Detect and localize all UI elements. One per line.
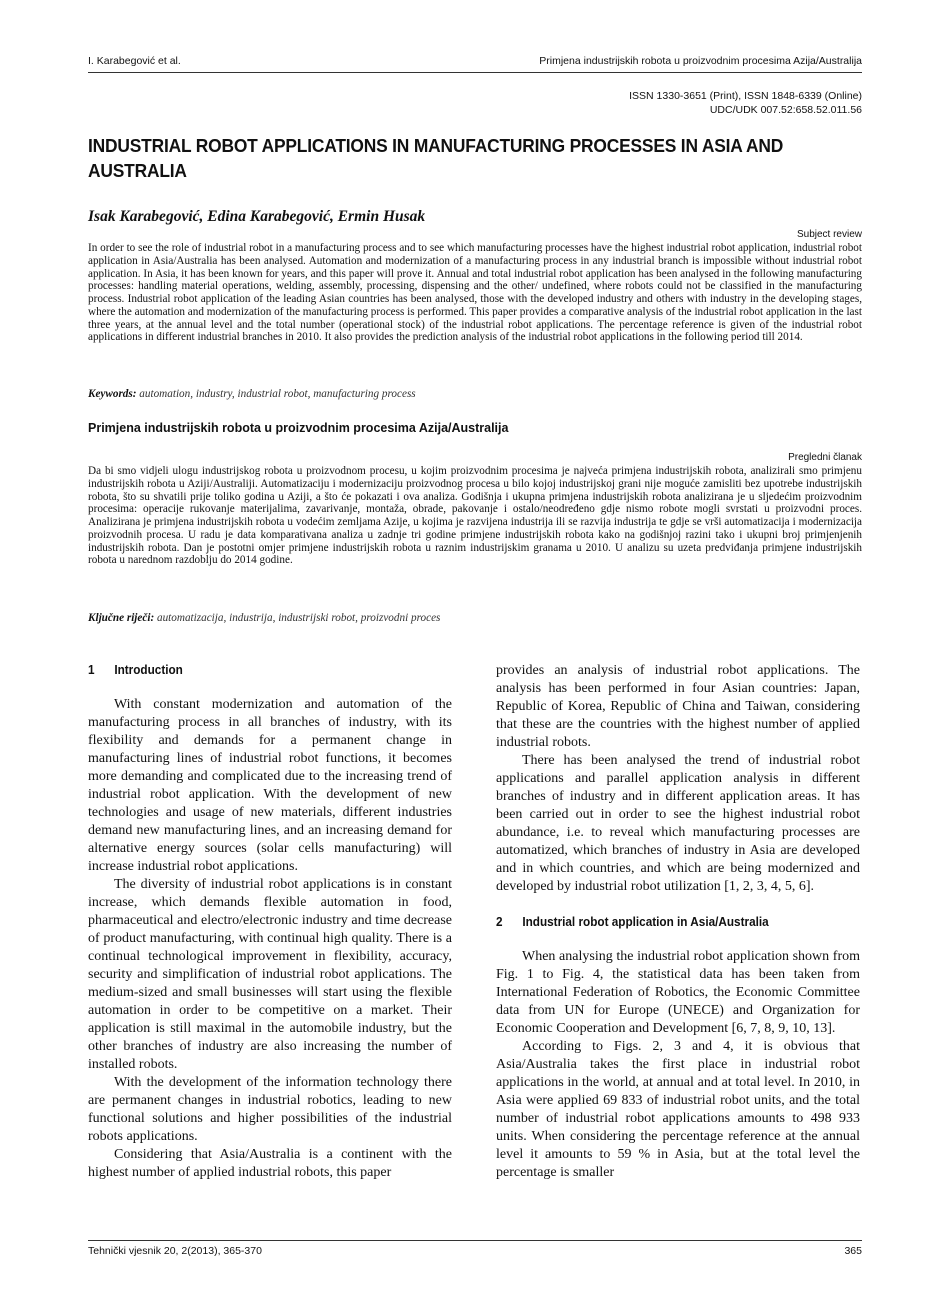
journal-citation: Tehnički vjesnik 20, 2(2013), 365-370 <box>88 1245 262 1257</box>
udc-line: UDC/UDK 007.52:658.52.011.56 <box>709 104 862 116</box>
paragraph: provides an analysis of industrial robot applications. The analysis has been performed in four Asian countries: Japan, Republic of Korea, Republic of China and Taiwan, considering that these are the countries with the highest number of applied industrial robots. <box>496 663 860 750</box>
right-column <box>496 662 860 1182</box>
croatian-title: Primjena industrijskih robota u proizvodnim procesima Azija/Australija <box>88 421 509 435</box>
keywords-list-hr: automatizacija, industrija, industrijski robot, proizvodni proces <box>156 612 441 624</box>
running-head <box>88 54 862 68</box>
keywords-label-hr: Ključne riječi: <box>88 612 155 624</box>
paragraph: With the development of the information technology there are permanent changes in industrial robotics, leading to new functional solutions and higher possibilities of the industrial robots applications. <box>88 1075 452 1144</box>
authors: Isak Karabegović, Edina Karabegović, Ermin Husak <box>88 208 426 225</box>
header-divider <box>88 72 862 73</box>
abstract-en: In order to see the role of industrial robot in a manufacturing process and to see which manufacturing processes have the highest industrial robot application, industrial robot application in Asia/Australia has been analysed. Automation and modernization of a manufacturing process in any industrial branch is impossible without industrial robot application. In Asia, it has been known for years, and this paper will prove it. Annual and total industrial robot application has been analysed in the following manufacturing processes: handling material operations, welding, assembly, processing, dispensing and the other/ undefined, where robots could not be classified in the manufacturing process. Industrial robot application of the leading Asian countries has been analysed, those with the developed industry and others with industry in the developing stages, where the automation and modernization of the manufacturing process is performed. This paper provides a comparative analysis of the industrial robot application in the last three years, at the annual level and the total number (operational stock) of the industrial robot applications. The percentage reference is given of the industrial robot applications in different industrial branches in 2010. It also provides the prediction analysis of the industrial robot applications in the following period till 2014. <box>88 242 862 344</box>
keywords-hr <box>88 612 862 625</box>
article-type-hr: Pregledni članak <box>788 452 862 463</box>
section-title: Introduction <box>114 663 183 677</box>
issn-line: ISSN 1330-3651 (Print), ISSN 1848-6339 (Online) <box>629 90 862 102</box>
abstract-hr: Da bi smo vidjeli ulogu industrijskog robota u proizvodnom procesu, u kojim proizvodnim procesima je najveća primjena industrijskih robota, analizirali smo primjenu industrijskih robota u Aziji/Australiji. Automatizaciju i modernizaciju proizvodnog procesa u bilo kojoj industrijskoj grani nije moguće zamisliti bez upotrebe industrijskih robota, što su shvatili prije toliko godina u Aziji, a što će pokazati i ova analiza. Godišnja i ukupna primjena industrijskih robota analizirana je u sljedećim proizvodnim procesima: operacije rukovanje materijalima, zavarivanje, montaža, obrade, pakovanje i ostalo/neodređeno gdje nismo robote mogli svrstati u proizvodni proces. Analizirana je primjena industrijskih robota u vodećim zemljama Azije, u kojima je razvijena industrija ili se razvija industrija te gdje se vrši automatizacija i modernizacija proizvodnih procesa. U radu je data komparativana analiza u zadnje tri godine primjene industrijskih robota kako na godišnjoj razini tako i ukupni broj primjenjenih industrijskih robota. Dan je postotni omjer primjene industrijskih robota u raznim industrijskim granama u 2010. U analizu su uzeta predviđanja primjene industrijskih robota u narednom razdoblju do 2014 godine. <box>88 465 862 567</box>
article-type-en: Subject review <box>796 229 862 240</box>
keywords-list: automation, industry, industrial robot, manufacturing process <box>139 388 416 400</box>
page-footer <box>88 1244 862 1258</box>
section-heading-introduction <box>88 662 430 678</box>
left-column <box>88 662 452 1182</box>
running-head-authors: I. Karabegović et al. <box>88 55 181 67</box>
keywords-en <box>88 388 862 401</box>
paragraph: The diversity of industrial robot applications is in constant increase, which demands flexible automation in food, pharmaceutical and electro/electronic industry and time decrease of product manufacturing, with continual high quality. There is a continual technological improvement in flexibility, accuracy, security and simplification of industrial robot applications. The medium-sized and small businesses will start using the flexible automation in order to be competitive on a market. Their application is still maximal in the automobile industry, but the other branches of industry are also increasing the number of installed robots. <box>88 877 452 1072</box>
section-heading-asia-australia <box>496 914 838 930</box>
paragraph: When analysing the industrial robot application shown from Fig. 1 to Fig. 4, the statistical data has been taken from International Federation of Robotics, the Economic Committee data from UN for Europe (UNECE) and Organization for Economic Cooperation and Development [6, 7, 8, 9, 10, 13]. <box>496 949 860 1036</box>
page-number: 365 <box>844 1245 862 1257</box>
paragraph: There has been analysed the trend of industrial robot applications and parallel application analysis in different branches of industry and in different application areas. It has been carried out in order to see the highest industrial robot abundance, i.e. to reveal which manufacturing processes are automatized, which branches of industry in Asia are developed and in which countries, and which are being modernized and developed by industrial robot utilization [1, 2, 3, 4, 5, 6]. <box>496 753 860 894</box>
section-title: Industrial robot application in Asia/Australia <box>522 915 769 929</box>
paper-title: INDUSTRIAL ROBOT APPLICATIONS IN MANUFACTURING PROCESSES IN ASIA AND AUSTRALIA <box>88 135 784 181</box>
paragraph: With constant modernization and automation of the manufacturing process in all branches of industry, with its flexibility and demands for a permanent change in manufacturing lines of industrial robot functions, it becomes more demanding and complicated due to the increasing trend of industrial robot application. With the development of new technologies and usage of new materials, different industries demand new manufacturing lines, and an increasing demand for alternative energy sources (solar cells manufacturing) will increase industrial robot applications. <box>88 697 452 874</box>
footer-divider <box>88 1240 862 1241</box>
paragraph: Considering that Asia/Australia is a continent with the highest number of applied industrial robots, this paper <box>88 1147 452 1180</box>
running-head-title: Primjena industrijskih robota u proizvodnim procesima Azija/Australija <box>539 55 862 67</box>
section-number: 1 <box>88 663 95 677</box>
issn-block <box>629 89 862 117</box>
paragraph: According to Figs. 2, 3 and 4, it is obvious that Asia/Australia takes the first place in industrial robot applications in the world, at annual and at total level. In 2010, in Asia were applied 69 833 of industrial robot units, and the total number of industrial robot applications amounts to 498 933 units. When considering the percentage reference at the annual level it amounts to 59 % in Asia, but at the total level the percentage is smaller <box>496 1039 860 1180</box>
keywords-label: Keywords: <box>88 388 137 400</box>
section-number: 2 <box>496 915 503 929</box>
